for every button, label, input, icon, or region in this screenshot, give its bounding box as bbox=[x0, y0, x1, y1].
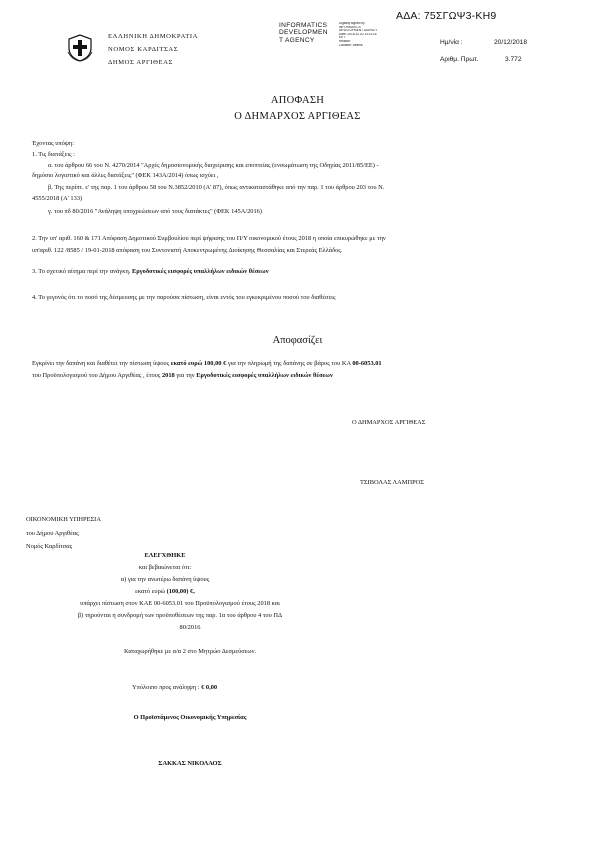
checked-heading: ΕΛΕΓΧΘΗΚΕ bbox=[144, 552, 186, 559]
item-3-bold: Εργοδοτικές εισφορές υπαλλήλων ειδικών θέσεων bbox=[132, 268, 269, 275]
item-1b-line-2: 4555/2018 (Α' 133) bbox=[32, 195, 83, 202]
decision-text: για την bbox=[176, 372, 195, 379]
point-a: α) για την ανωτέρω δαπάνη ύψους bbox=[120, 576, 210, 583]
item-1a-line-2: δημόσιο λογιστικό και άλλες διατάξεις" (ΦΕΚ 143Α/2014) όπως ισχύει , bbox=[32, 172, 219, 179]
decision-line-1 bbox=[32, 360, 382, 368]
protocol-value: 3.772 bbox=[505, 56, 522, 63]
document-title: ΑΠΟΦΑΣΗ bbox=[270, 95, 325, 106]
greek-coat-of-arms-icon bbox=[66, 34, 94, 62]
item-3-prefix: 3. Το σχετικό αίτημα περί την ανάγκη. bbox=[32, 268, 131, 275]
amount-number: (100,00) €, bbox=[166, 588, 195, 595]
protocol-label: Αριθμ. Πρωτ. bbox=[440, 56, 479, 63]
signature-detail-line: EET bbox=[339, 36, 346, 40]
certified-text: και βεβαιώνεται ότι: bbox=[138, 564, 192, 571]
signature-detail-line: Date: 2018.12.20 13:11:14 bbox=[339, 32, 377, 36]
remaining-value: € 0,00 bbox=[201, 684, 218, 691]
issuer-municipality: ΔΗΜΟΣ ΑΡΓΙΘΕΑΣ bbox=[108, 59, 173, 66]
decision-heading: Αποφασίζει bbox=[272, 335, 323, 346]
item-1b-line-1: β. Της περίπτ. ε' της παρ. 1 του άρθρου 58 του Ν.3852/2010 (Α' 87), όπως αντικαταστάθηκε από την παρ. 1 του άρθρου 203 του Ν. bbox=[48, 184, 385, 191]
signature-detail-line: DEVELOPMENT AGENCY bbox=[339, 29, 378, 33]
decision-amount: 100,00 € bbox=[203, 360, 227, 367]
decision-year: 2018 bbox=[161, 372, 175, 379]
credit-line: υπάρχει πίστωση στον ΚΑΕ 00-6053.01 του Προϋπολογισμού έτους 2018 και bbox=[80, 600, 280, 607]
date-label: Ημ/νία : bbox=[440, 39, 463, 46]
decision-purpose: Εργοδοτικές εισφορές υπαλλήλων ειδικών θέσεων bbox=[196, 372, 333, 379]
signature-details bbox=[339, 22, 399, 47]
remaining-label: Υπόλοιπο προς ανάληψη : bbox=[132, 684, 200, 691]
finance-head-name: ΣΑΚΚΑΣ ΝΙΚΟΛΑΟΣ bbox=[158, 760, 222, 767]
registered-text: Καταχωρήθηκε με α/α 2 στο Μητρώο Δεσμεύσεων. bbox=[123, 648, 257, 655]
date-value: 20/12/2018 bbox=[494, 39, 528, 46]
signature-stamp bbox=[279, 22, 328, 44]
pd-reference: 80/2016 bbox=[179, 624, 201, 631]
signature-detail-line: Location: Athens bbox=[339, 43, 363, 47]
item-2-line-2: υπ'αριθ. 122 /8585 / 19-01-2018 απόφαση του Συντονιστή Αποκεντρωμένης Διοίκησης Θεσσαλίας και Στερεάς Ελλάδος. bbox=[32, 247, 343, 254]
finance-dept: ΟΙΚΟΝΟΜΙΚΗ ΥΠΗΡΕΣΙΑ bbox=[26, 516, 101, 523]
amount-words: εκατό ευρώ bbox=[135, 588, 165, 595]
signature-detail-line: Reason: bbox=[339, 39, 351, 43]
signer-name: ΤΣΙΒΟΛΑΣ ΛΑΜΠΡΟΣ bbox=[360, 479, 424, 486]
signature-stamp-line: INFORMATICS bbox=[279, 22, 328, 29]
signer-role: Ο ΔΗΜΑΡΧΟΣ ΑΡΓΙΘΕΑΣ bbox=[352, 419, 426, 426]
intro-text: Έχοντας υπόψη: bbox=[32, 140, 74, 147]
issuer-country: ΕΛΛΗΝΙΚΗ ΔΗΜΟΚΡΑΤΙΑ bbox=[108, 33, 198, 40]
signature-stamp-line: T AGENCY bbox=[279, 36, 315, 44]
remaining-line bbox=[132, 684, 217, 692]
signature-detail-line: INFORMATICS bbox=[339, 25, 361, 29]
decision-account-code: 00-6053.01 bbox=[352, 360, 382, 367]
item-1c: γ. του πδ 80/2016 "Ανάληψη υποχρεώσεων από τους διατάκτες" (ΦΕΚ 145Α/2016) bbox=[48, 208, 262, 215]
decision-text: για την πληρωμή της δαπάνης σε βάρος του ΚΑ bbox=[227, 360, 351, 367]
issuer-prefecture: ΝΟΜΟΣ ΚΑΡΔΙΤΣΑΣ bbox=[108, 46, 179, 53]
item-1-label: 1. Τις διατάξεις : bbox=[32, 151, 75, 158]
item-2-line-1: 2. Την υπ' αριθ. 160 & 171 Απόφαση Δημοτικού Συμβουλίου περί ψήφισης του Π/Υ οικονομικού έτους 2018 η οποία επικυρώθηκε με την bbox=[32, 235, 386, 242]
item-1a-line-1: α. του άρθρου 66 του Ν. 4270/2014 "Αρχές δημοσιονομικής διαχείρισης και εποπτείας (ενσωμάτωση της Οδηγίας 2011/85/ΕΕ) - bbox=[48, 162, 379, 169]
finance-head-title: Ο Προϊστάμενος Οικονομικής Υπηρεσίας bbox=[133, 714, 247, 721]
decision-text: Εγκρίνει την δαπάνη και διαθέτει την πίστωση ύψους bbox=[32, 360, 170, 367]
decision-text: του Προϋπολογισμού του Δήμου Αργιθέας , έτους bbox=[32, 372, 161, 379]
amount-line bbox=[80, 588, 250, 596]
decision-line-2 bbox=[32, 372, 333, 380]
decision-amount-words: εκατό ευρώ bbox=[170, 360, 203, 367]
point-b: β) τηρούνται η συνδρομή των προϋποθέσεων της παρ. 1α του άρθρου 4 του ΠΔ bbox=[77, 612, 283, 619]
ada-code: ΑΔΑ: 75ΣΓΩΨ3-ΚΗ9 bbox=[396, 10, 497, 22]
signature-detail-line: Digitally signed by bbox=[339, 22, 365, 25]
finance-prefecture: Νομός Καρδίτσας bbox=[26, 543, 73, 550]
document-subtitle: Ο ΔΗΜΑΡΧΟΣ ΑΡΓΙΘΕΑΣ bbox=[234, 111, 361, 122]
item-4: 4. Το γεγονός ότι το ποσό της δέσμευσης με την παρούσα πίστωση, είναι εντός του εγκεκριμένου ποσού του διαθέσεις bbox=[32, 294, 336, 301]
item-3 bbox=[32, 268, 269, 276]
finance-municipality: του Δήμου Αργιθέας bbox=[26, 530, 79, 537]
signature-stamp-line: DEVELOPMEN bbox=[279, 29, 328, 37]
